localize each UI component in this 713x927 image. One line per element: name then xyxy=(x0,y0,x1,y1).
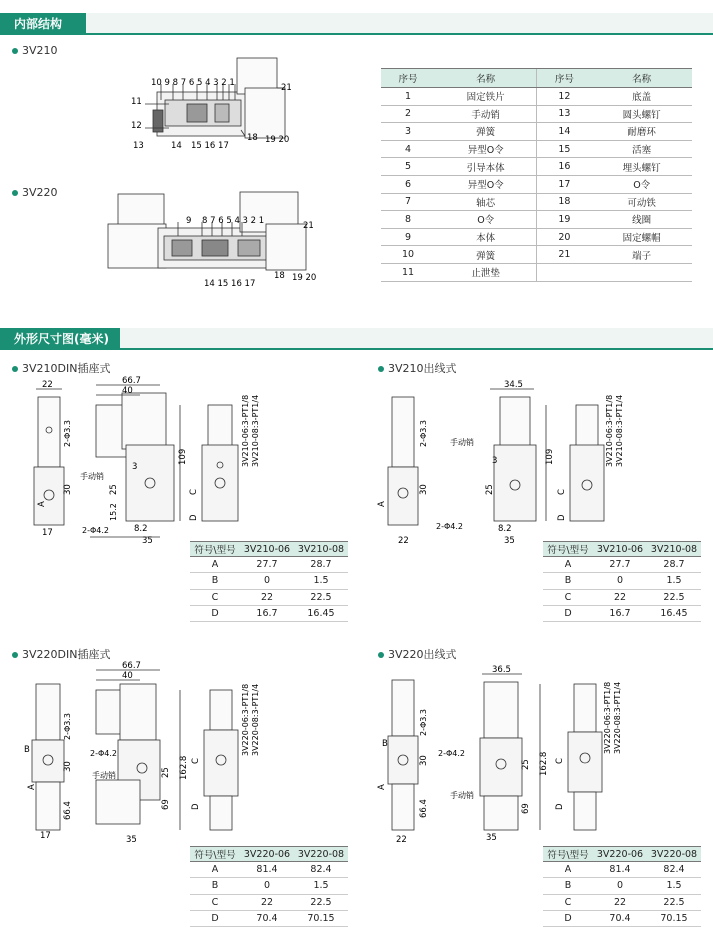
col-header: 名称 xyxy=(591,69,692,88)
section-header-dimensions xyxy=(0,328,713,350)
bullet-icon xyxy=(12,366,18,372)
parts-table-header xyxy=(381,69,692,88)
dim-label: 22 xyxy=(42,380,53,390)
dim-label: 162.8 xyxy=(539,751,549,776)
dim-label: 3V220-08:3-PT1/4 xyxy=(613,681,622,754)
dim-label: A xyxy=(37,501,47,507)
dim-label: 66.4 xyxy=(419,799,429,818)
dim-label: 手动销 xyxy=(450,791,474,800)
svg-text:18: 18 xyxy=(274,271,285,281)
dimension-drawing-3v220-wire xyxy=(377,660,700,845)
dim-label: 35 xyxy=(504,536,515,546)
dim-label: 109 xyxy=(545,448,555,465)
table-row: B 0 1.5 xyxy=(190,878,348,894)
dim-label: D xyxy=(555,803,565,810)
dim-label: 2-Φ4.2 xyxy=(438,749,465,758)
bullet-icon xyxy=(12,190,18,196)
svg-text:21: 21 xyxy=(281,83,292,93)
dim-label: 109 xyxy=(178,448,188,465)
table-row: C 22 22.5 xyxy=(190,589,348,605)
table-row: 4 异型O令 15 活塞 xyxy=(381,140,692,158)
svg-text:14: 14 xyxy=(171,141,182,151)
table-row: B 0 1.5 xyxy=(543,878,701,894)
dim-label: 手动销 xyxy=(80,472,104,481)
dim-label: 17 xyxy=(40,831,51,841)
dim-label: 35 xyxy=(142,536,153,546)
bullet-icon xyxy=(12,48,18,54)
dimension-drawing-3v210-din xyxy=(30,375,350,545)
dim-label: 3V220-06:3-PT1/8 xyxy=(603,681,612,754)
table-row: 9 本体 20 固定螺帽 xyxy=(381,228,692,246)
table-row: 10 弹簧 21 端子 xyxy=(381,246,692,264)
table-row: A 81.4 82.4 xyxy=(543,862,701,878)
table-row: C 22 22.5 xyxy=(543,894,701,910)
bullet-icon xyxy=(378,366,384,372)
dim-label: 30 xyxy=(419,755,429,766)
dim-label: 69 xyxy=(521,803,531,814)
dim-label: 22 xyxy=(396,835,407,845)
dim-label: 30 xyxy=(419,484,429,495)
dim-table-3v210-din: 符号\型号 3V210-06 3V210-08 A 27.7 28.7 B 0 1.5 C 22 22.5 D 16.7 16.45 xyxy=(190,541,348,622)
table-row: 11 止泄垫 xyxy=(381,263,692,281)
svg-text:19 20: 19 20 xyxy=(265,135,290,145)
svg-text:15 16 17: 15 16 17 xyxy=(191,141,229,151)
part-callouts-top: 10 9 8 7 6 5 4 3 2 1 xyxy=(151,78,235,88)
dim-label: B xyxy=(382,739,388,749)
dim-label: 17 xyxy=(42,528,53,538)
dim-label: 3V210-06:3-PT1/8 xyxy=(605,394,614,467)
table-row: C 22 22.5 xyxy=(543,589,701,605)
col-header: 序号 xyxy=(537,69,592,88)
dim-label: 3 xyxy=(492,456,498,466)
dim-label: 3 xyxy=(132,462,138,472)
dim-label: D xyxy=(557,514,567,521)
dim-label: 36.5 xyxy=(492,665,511,675)
table-row: A 81.4 82.4 xyxy=(190,862,348,878)
dim-label: 3V210-08:3-PT1/4 xyxy=(251,394,260,467)
dim-label: D xyxy=(189,514,199,521)
dim-label: 8.2 xyxy=(134,524,148,534)
svg-text:14 15 16 17: 14 15 16 17 xyxy=(204,279,256,289)
dim-label: 2-Φ3.3 xyxy=(419,420,428,447)
svg-text:11: 11 xyxy=(131,97,142,107)
dim-label: 3V220-08:3-PT1/4 xyxy=(251,683,260,756)
dim-label: 25 xyxy=(485,484,495,495)
dim-label: 3V220-06:3-PT1/8 xyxy=(241,683,250,756)
dim-label: C xyxy=(555,758,565,764)
dim-label: 40 xyxy=(122,671,133,681)
dim-label: C xyxy=(557,489,567,495)
dim-table-3v210-wire: 符号\型号 3V210-06 3V210-08 A 27.7 28.7 B 0 1.5 C 22 22.5 D 16.7 16.45 xyxy=(543,541,701,622)
dim-label: 2-Φ4.2 xyxy=(82,526,109,535)
table-row: A 27.7 28.7 xyxy=(543,557,701,573)
col-header: 名称 xyxy=(435,69,537,88)
dim-label: C xyxy=(189,489,199,495)
table-row: 7 轴芯 18 可动铁 xyxy=(381,193,692,211)
bullet-icon xyxy=(378,652,384,658)
dim-label: 2-Φ3.3 xyxy=(63,420,72,447)
dim-label: 15.2 xyxy=(109,503,118,521)
dim-label: 3V210-06:3-PT1/8 xyxy=(241,394,250,467)
dim-label: 手动销 xyxy=(92,771,116,780)
table-row: A 27.7 28.7 xyxy=(190,557,348,573)
dim-label: B xyxy=(24,745,30,755)
table-row: D 16.7 16.45 xyxy=(543,605,701,621)
dim-label: 35 xyxy=(126,835,137,845)
table-row: B 0 1.5 xyxy=(190,573,348,589)
model-label-3v210: 3V210 xyxy=(12,44,58,57)
dim-label: 66.4 xyxy=(63,801,73,820)
dim-label: A xyxy=(27,784,37,790)
dim-label: 2-Φ3.3 xyxy=(63,713,72,740)
svg-text:12: 12 xyxy=(131,121,142,131)
dim-label: 2-Φ4.2 xyxy=(436,522,463,531)
dim-label: 2-Φ3.3 xyxy=(419,709,428,736)
dim-label: A xyxy=(377,784,387,790)
svg-text:13: 13 xyxy=(133,141,144,151)
bullet-icon xyxy=(12,652,18,658)
section-header-internal xyxy=(0,13,713,35)
svg-text:8 7 6 5 4 3 2 1: 8 7 6 5 4 3 2 1 xyxy=(202,216,265,226)
table-row: 2 手动销 13 圆头螺钉 xyxy=(381,105,692,123)
table-row: B 0 1.5 xyxy=(543,573,701,589)
dim-label: 162.8 xyxy=(179,755,189,780)
model-label-3v220: 3V220 xyxy=(12,186,58,199)
section-rule xyxy=(86,13,713,35)
view-label-3v220-din: 3V220DIN插座式 xyxy=(12,646,110,662)
dim-label: 2-Φ4.2 xyxy=(90,749,117,758)
table-row: 5 引导本体 16 埋头螺钉 xyxy=(381,158,692,176)
dim-label: 69 xyxy=(161,799,171,810)
dim-label: 66.7 xyxy=(122,661,141,671)
dim-label: 25 xyxy=(161,767,171,778)
dim-label: 35 xyxy=(486,833,497,843)
dim-label: 25 xyxy=(521,759,531,770)
table-row: 8 O令 19 线圈 xyxy=(381,211,692,229)
dim-label: 手动销 xyxy=(450,438,474,447)
section-rule xyxy=(120,328,713,350)
dimension-drawing-3v210-wire xyxy=(377,375,700,546)
dim-label: C xyxy=(191,758,201,764)
dim-label: 3V210-08:3-PT1/4 xyxy=(615,394,624,467)
dim-label: 8.2 xyxy=(498,524,512,534)
svg-text:18: 18 xyxy=(247,133,258,143)
section-title-internal: 内部结构 xyxy=(0,13,86,35)
dim-label: 40 xyxy=(122,386,133,396)
dim-label: 34.5 xyxy=(504,380,523,390)
dim-label: 66.7 xyxy=(122,376,141,386)
svg-text:9: 9 xyxy=(186,216,192,226)
parts-table xyxy=(381,68,692,282)
table-row: D 70.4 70.15 xyxy=(543,910,701,926)
internal-drawing-3v220 xyxy=(98,188,328,288)
table-row: 6 异型O令 17 O令 xyxy=(381,175,692,193)
dimension-drawing-3v220-din xyxy=(24,660,350,845)
internal-drawing-3v210 xyxy=(125,50,300,160)
section-title-dimensions: 外形尺寸图(毫米) xyxy=(0,328,120,350)
table-row: C 22 22.5 xyxy=(190,894,348,910)
svg-text:21: 21 xyxy=(303,221,314,231)
table-row: D 16.7 16.45 xyxy=(190,605,348,621)
table-row: 1 固定铁片 12 底盖 xyxy=(381,88,692,106)
dim-label: A xyxy=(377,501,387,507)
col-header: 序号 xyxy=(381,69,435,88)
table-row: D 70.4 70.15 xyxy=(190,910,348,926)
view-label-3v220-wire: 3V220出线式 xyxy=(378,646,457,662)
dim-label: D xyxy=(191,803,201,810)
dim-label: 30 xyxy=(63,761,73,772)
dim-label: 25 xyxy=(109,484,119,495)
dim-label: 22 xyxy=(398,536,409,546)
dim-table-3v220-din: 符号\型号 3V220-06 3V220-08 A 81.4 82.4 B 0 1.5 C 22 22.5 D 70.4 70.15 xyxy=(190,846,348,927)
table-row: 3 弹簧 14 耐磨环 xyxy=(381,123,692,141)
dim-label: 30 xyxy=(63,484,73,495)
dim-table-3v220-wire: 符号\型号 3V220-06 3V220-08 A 81.4 82.4 B 0 1.5 C 22 22.5 D 70.4 70.15 xyxy=(543,846,701,927)
svg-text:19 20: 19 20 xyxy=(292,273,317,283)
view-label-3v210-din: 3V210DIN插座式 xyxy=(12,360,110,376)
view-label-3v210-wire: 3V210出线式 xyxy=(378,360,457,376)
